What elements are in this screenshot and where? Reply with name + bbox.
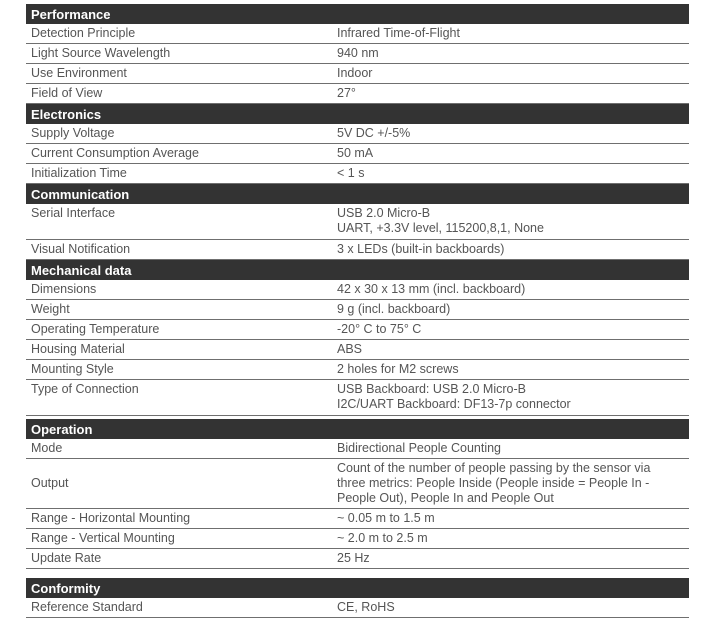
table-row: [26, 380, 689, 416]
table-row: [26, 124, 689, 144]
spec-value-line: 9 g (incl. backboard): [337, 302, 451, 316]
spec-label: Visual Notification: [31, 242, 131, 256]
spec-value: [332, 240, 689, 259]
table-row: [26, 300, 689, 320]
spec-value: [332, 24, 689, 43]
table-row: [26, 64, 689, 84]
spec-value: [332, 84, 689, 103]
table-row: [26, 439, 689, 459]
spec-label: Mode: [31, 441, 63, 455]
table-row: [26, 549, 689, 569]
section-header: Electronics: [26, 104, 689, 124]
table-row: [26, 280, 689, 300]
spec-value-line: 3 x LEDs (built-in backboards): [337, 242, 505, 256]
spec-label: Housing Material: [31, 342, 125, 356]
spec-value: [332, 280, 689, 299]
spec-label: Dimensions: [31, 282, 97, 296]
spec-label: Use Environment: [31, 66, 127, 80]
spec-label: Weight: [31, 302, 70, 316]
spec-value-line: -20° C to 75° C: [337, 322, 422, 336]
table-row: [26, 204, 689, 240]
table-row: [26, 44, 689, 64]
spec-value: [332, 204, 689, 239]
section-header: Conformity: [26, 578, 689, 598]
table-row: [26, 360, 689, 380]
spec-value-line: Indoor: [337, 66, 373, 80]
spec-value-line: 940 nm: [337, 46, 379, 60]
spec-label: Update Rate: [31, 551, 102, 565]
spec-value-line: Count of the number of people passing by the sensor via: [337, 461, 651, 475]
spec-value-line: 50 mA: [337, 146, 374, 160]
section-header: Operation: [26, 419, 689, 439]
spec-label: Light Source Wavelength: [31, 46, 171, 60]
table-row: [26, 320, 689, 340]
spec-value-line: CE, RoHS: [337, 600, 395, 614]
spec-label: Serial Interface: [31, 206, 116, 220]
spec-value: [332, 439, 689, 458]
spec-label: Range - Horizontal Mounting: [31, 511, 191, 525]
spec-label: Detection Principle: [31, 26, 136, 40]
spec-value: [332, 44, 689, 63]
spec-label: Supply Voltage: [31, 126, 115, 140]
section-header: Performance: [26, 4, 689, 24]
spec-value-line: Bidirectional People Counting: [337, 441, 501, 455]
spec-value: [332, 164, 689, 183]
spec-value-line: ABS: [337, 342, 363, 356]
spec-label: Mounting Style: [31, 362, 114, 376]
spec-table: [26, 4, 689, 618]
spec-label: Operating Temperature: [31, 322, 160, 336]
table-row: [26, 509, 689, 529]
spec-value: [332, 124, 689, 143]
spec-value-line: three metrics: People Inside (People inside = People In -: [337, 476, 650, 490]
spec-value: [332, 459, 689, 508]
spec-label: Current Consumption Average: [31, 146, 199, 160]
section-header: Communication: [26, 184, 689, 204]
spec-value: [332, 380, 689, 415]
spec-value-line: ~ 2.0 m to 2.5 m: [337, 531, 428, 545]
spec-value: [332, 320, 689, 339]
table-row: [26, 598, 689, 618]
spec-label: Reference Standard: [31, 600, 143, 614]
spec-value: [332, 509, 689, 528]
spec-value: [332, 144, 689, 163]
spec-value: [332, 300, 689, 319]
spec-value-line: 5V DC +/-5%: [337, 126, 411, 140]
spec-value-line: 42 x 30 x 13 mm (incl. backboard): [337, 282, 526, 296]
table-row: [26, 529, 689, 549]
spec-label: Field of View: [31, 86, 103, 100]
spec-value-line: < 1 s: [337, 166, 365, 180]
spec-label: Range - Vertical Mounting: [31, 531, 175, 545]
table-row: [26, 340, 689, 360]
table-row: [26, 459, 689, 509]
section-header: Mechanical data: [26, 260, 689, 280]
spec-value-line: 25 Hz: [337, 551, 370, 565]
spec-label: Initialization Time: [31, 166, 127, 180]
spec-value-line: I2C/UART Backboard: DF13-7p connector: [337, 397, 571, 411]
spec-value: [332, 598, 689, 617]
spec-value-line: USB Backboard: USB 2.0 Micro-B: [337, 382, 526, 396]
spec-value: [332, 549, 689, 568]
table-row: [26, 24, 689, 44]
table-row: [26, 240, 689, 260]
spec-label: Type of Connection: [31, 382, 139, 396]
spec-value: [332, 64, 689, 83]
table-row: [26, 144, 689, 164]
spec-value-line: 27°: [337, 86, 356, 100]
spec-value: [332, 340, 689, 359]
table-row: [26, 164, 689, 184]
spec-value-line: Infrared Time-of-Flight: [337, 26, 460, 40]
spec-value-line: ~ 0.05 m to 1.5 m: [337, 511, 435, 525]
spec-value: [332, 360, 689, 379]
table-row: [26, 84, 689, 104]
spec-value-line: People Out), People In and People Out: [337, 491, 554, 505]
spec-label: Output: [31, 476, 69, 490]
spec-value: [332, 529, 689, 548]
spec-value-line: 2 holes for M2 screws: [337, 362, 459, 376]
spec-value-line: USB 2.0 Micro-B: [337, 206, 431, 220]
spec-value-line: UART, +3.3V level, 115200,8,1, None: [337, 221, 544, 235]
